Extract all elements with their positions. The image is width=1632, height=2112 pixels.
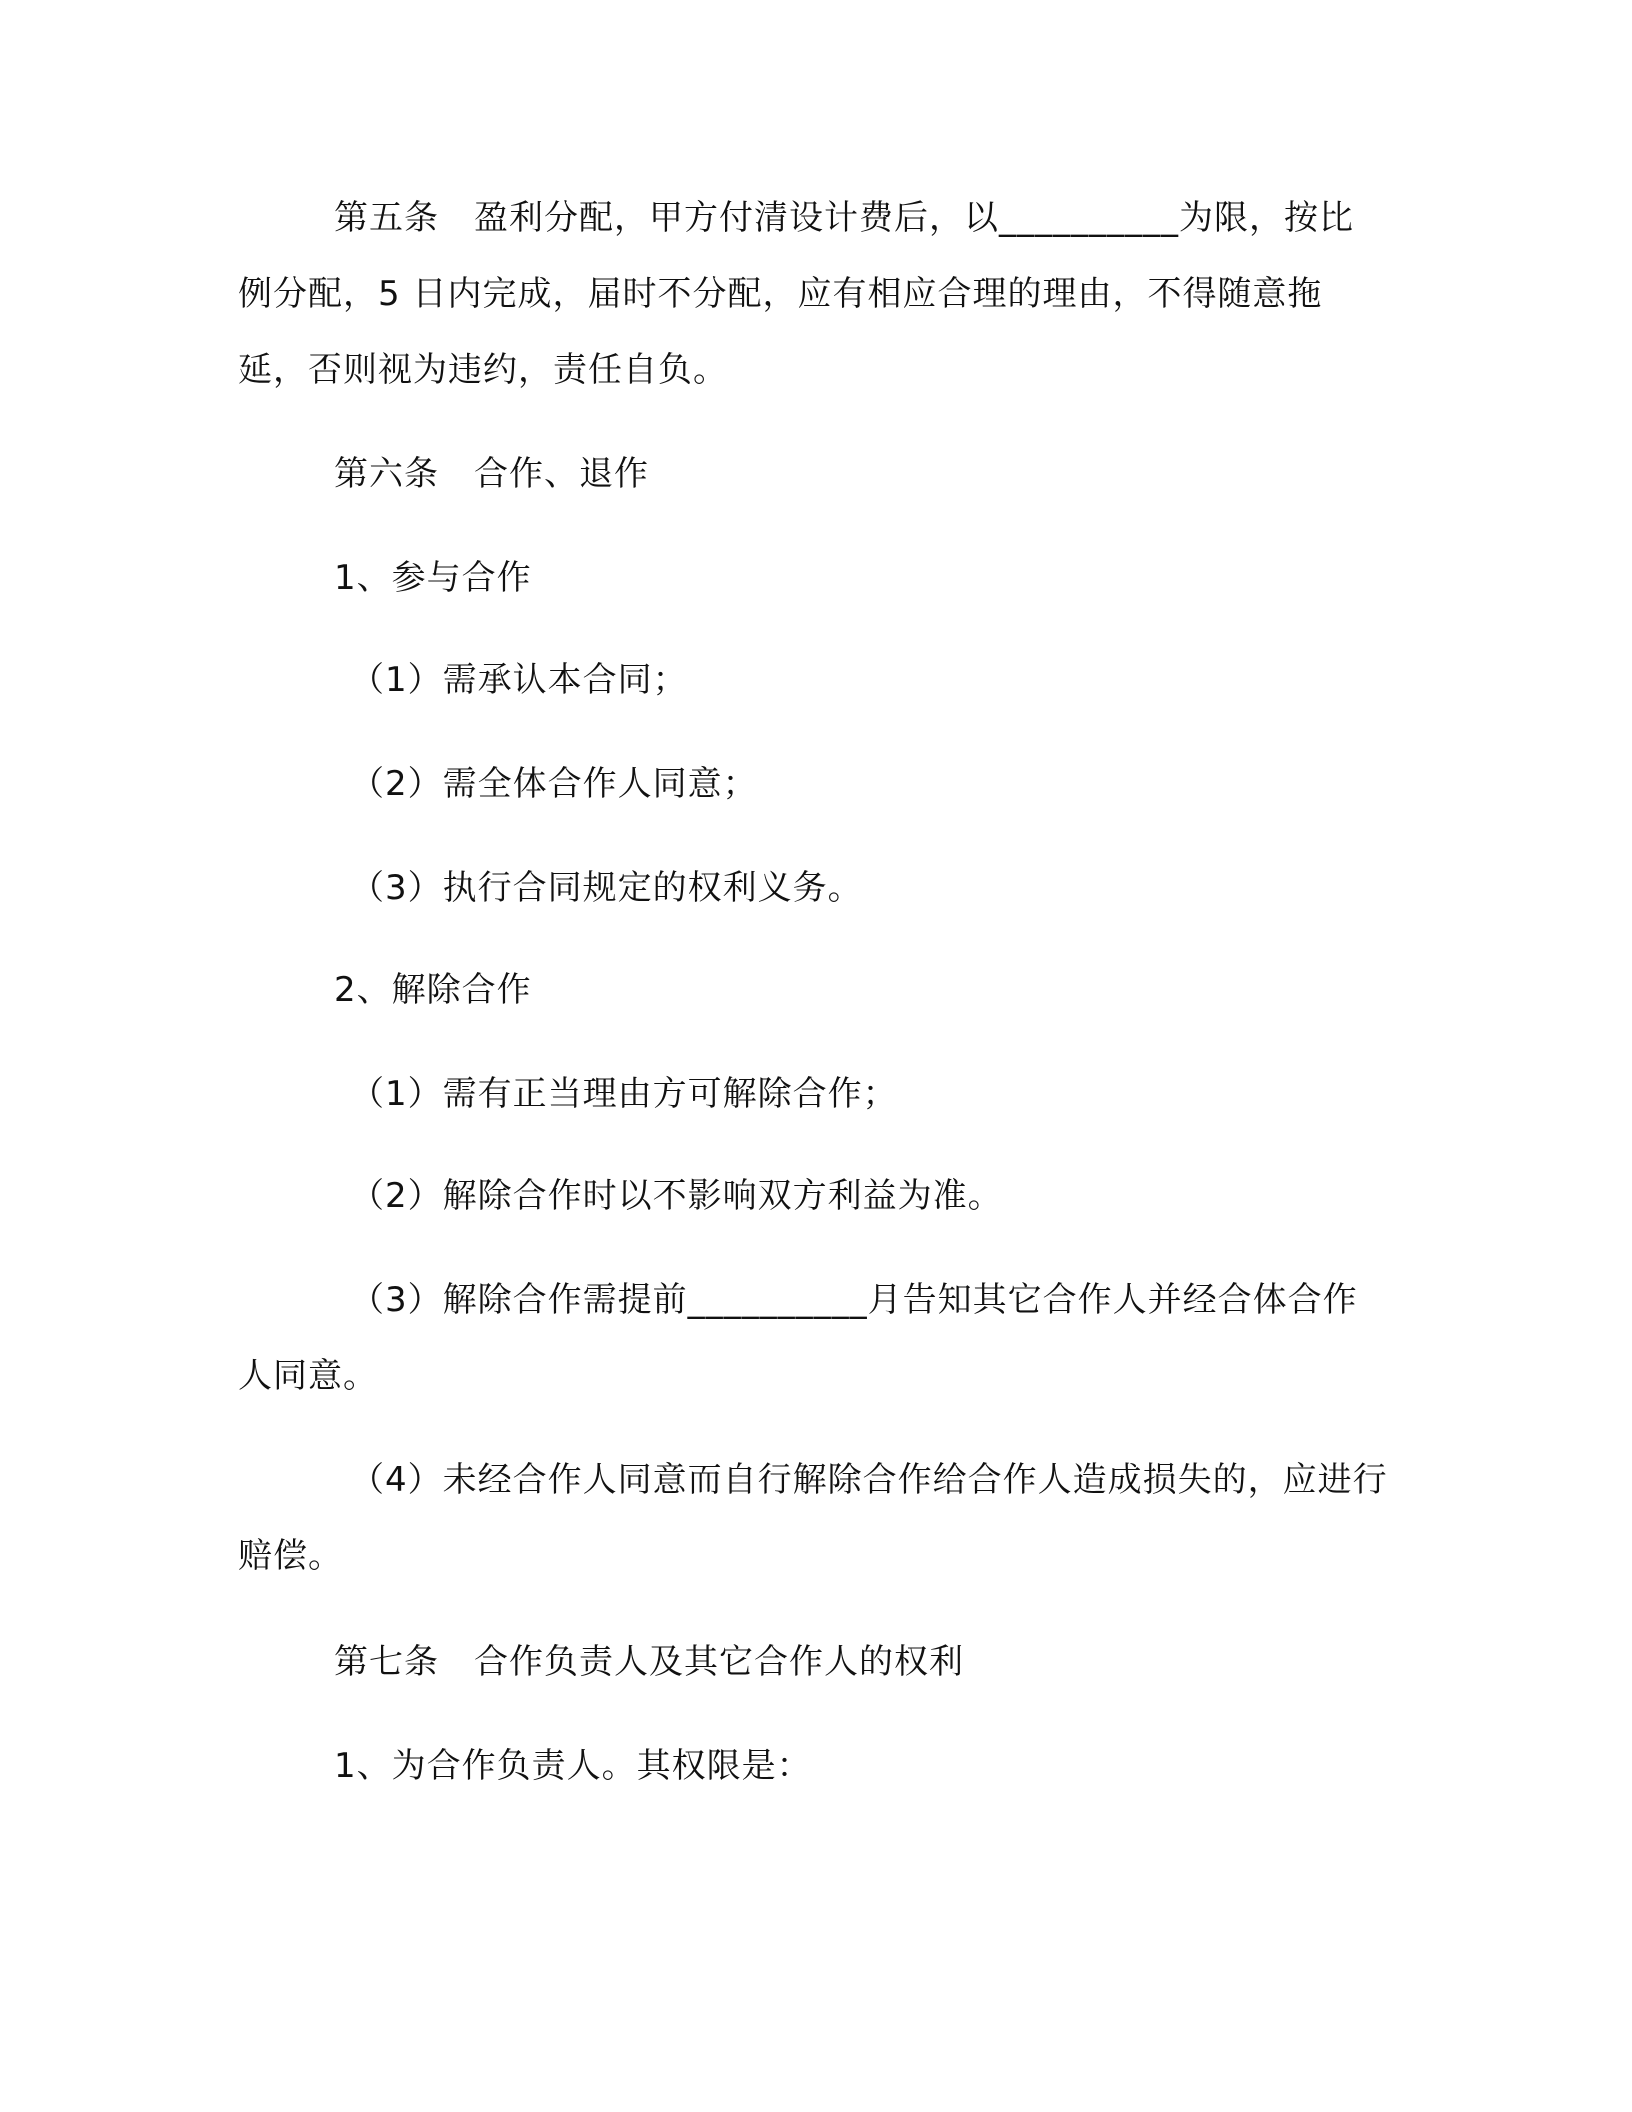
dissolve-item-2: （2）解除合作时以不影响双方利益为准。 xyxy=(350,1176,1003,1216)
dissolve-item-3: （3）解除合作需提前__________月告知其它合作人并经合体合作人同意。 xyxy=(238,1280,1358,1396)
join-item-3: （3）执行合同规定的权利义务。 xyxy=(350,868,863,908)
join-item-1: （1）需承认本合同； xyxy=(350,660,688,700)
section-1-heading: 1、参与合作 xyxy=(334,558,532,598)
join-item-2: （2）需全体合作人同意； xyxy=(350,764,758,804)
dissolve-item-4: （4）未经合作人同意而自行解除合作给合作人造成损失的，应进行赔偿。 xyxy=(238,1460,1388,1576)
article-6-heading: 第六条 合作、退作 xyxy=(334,454,649,494)
section-1-leader-heading: 1、为合作负责人。其权限是： xyxy=(334,1746,812,1786)
section-2-heading: 2、解除合作 xyxy=(334,970,532,1010)
article-7-heading: 第七条 合作负责人及其它合作人的权利 xyxy=(334,1642,964,1682)
dissolve-item-1: （1）需有正当理由方可解除合作； xyxy=(350,1074,898,1114)
article-5-profit-distribution: 第五条 盈利分配，甲方付清设计费后，以__________为限，按比例分配，5 日内完成，届时不分配，应有相应合理的理由，不得随意拖延，否则视为违约，责任自负。 xyxy=(238,198,1354,390)
